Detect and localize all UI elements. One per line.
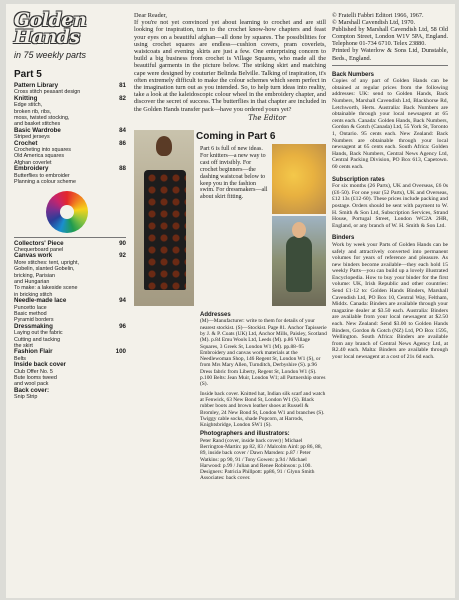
toc-page: 86 — [119, 139, 126, 147]
toc-line: bricking, Parisian — [14, 272, 56, 279]
editorial-column — [134, 12, 327, 482]
toc-line: Club Offer No. 5 — [14, 368, 53, 375]
toc-entry[interactable] — [14, 388, 126, 401]
back-numbers-text: Copies of any part of Golden Hands can be obtained at regular prices from the following addresses: UK: send to Golden Hands, Back Numbers, Marshall Cavendish Ltd, Blackhorse Rd, Letchworth, Herts. Australia: Back Numbers are obtainable through your local newsagent at 65 cents each. Canada: Golden Hands, Back Numbers, Gordon & Gotch (Canada) Ltd, 55 York St, Toronto 1, Ontario. 95 cents each. New Zealand: Back Numbers are obtainable through your local newsagent at 65 cents each. South Africa: Golden Hands, Back Numbers, Central News Agency Ltd, Central Packing Division, PO Box 613, Capetown. 60 cents each. — [332, 78, 448, 170]
toc-page: 96 — [119, 322, 126, 330]
copyright-line: © Marshall Cavendish Ltd, 1970. — [332, 19, 416, 27]
toc-line: moss, twisted stocking, — [14, 115, 70, 122]
toc-line: To make: a lakeside scene — [14, 285, 78, 292]
binders-text: Work by week your Parts of Golden Hands can be safely and attractively converted into permanent volumes for years of reference and pleasure. As new binders become available—they each hold 15 weekly Parts—you can build up a lovely illustrated Encyclopedia. How to buy your binder for the first volume: UK, Irish Republic and other countries: Send £1·12 to: Golden Hands Binders, Marshall Cavendish Ltd, PO Box 10, Central Way, Feltham, Middx. Canada: Binders are available through your magazine dealer at $3.50 each. Australia: Binders are available from your local newsagent at $2.50 each. New Zealand: Send $3.00 to Golden Hands Binders, Gordon & Gotch (NZ) Ltd, PO Box 1595, Wellington. South Africa: Binders are available from any branch of Central News Agency Ltd, at R2.40 each. Malta: Binders are available through your local newsagent at a cost of 21s 6d each. — [332, 241, 448, 360]
tagline: in 75 weekly parts — [14, 50, 87, 60]
crochet-skirt — [144, 170, 186, 290]
toc-line: broken rib, ribs, — [14, 108, 52, 115]
publisher-info: Published by Marshall Cavendish Ltd, 58 Old Compton Street, London W1V 5PA, England. Telephone 01-734 6710. Telex 23880. — [332, 26, 448, 48]
toc-page: 94 — [119, 297, 126, 305]
child-figure — [286, 236, 312, 292]
toc-title: Knitting — [14, 94, 38, 102]
toc-line: and wool pack — [14, 381, 49, 388]
toc-entry[interactable] — [14, 96, 126, 128]
back-numbers-title: Back Numbers — [332, 71, 375, 78]
toc-line: Crocheting into squares — [14, 147, 71, 154]
toc-entry[interactable] — [14, 362, 126, 388]
yarn-photo — [272, 144, 326, 214]
child-waistcoat-photo — [272, 216, 326, 306]
toc-page: 92 — [119, 252, 126, 260]
logo-line-1: Golden — [14, 9, 87, 31]
toc-line: Chequerboard panel — [14, 246, 64, 253]
toc-line: Puncetto lace — [14, 304, 47, 311]
child-head — [292, 222, 306, 238]
toc-line: Striped jerseys — [14, 134, 50, 141]
toc-line: the skirt — [14, 343, 33, 349]
contents-column — [14, 9, 126, 401]
toc-entry[interactable] — [14, 83, 126, 96]
logo-line-2: Hands — [14, 26, 80, 48]
toc-page: 90 — [119, 239, 126, 247]
toc-title: Dressmaking — [14, 322, 53, 330]
photographers-title: Photographers and illustrators: — [200, 431, 290, 438]
toc-line: Gobelin, slanted Gobelin, — [14, 266, 75, 273]
toc-line: Edge stitch, — [14, 102, 43, 109]
crochet-skirt-photo — [134, 130, 194, 306]
photo-area — [134, 146, 327, 482]
toc-page: 84 — [119, 126, 126, 134]
toc-entry[interactable] — [14, 324, 126, 350]
toc-title: Crochet — [14, 139, 38, 147]
model-figure — [156, 136, 172, 156]
toc-entry[interactable] — [14, 141, 126, 167]
table-of-contents — [14, 83, 126, 401]
divider — [332, 65, 448, 66]
toc-title: Canvas work — [14, 252, 53, 260]
toc-page: 88 — [119, 165, 126, 173]
divider — [14, 237, 126, 238]
editor-signature: The Editor — [248, 113, 286, 122]
addresses-extra: Inside back cover. Knitted hat, Indian silk scarf and watch at Fenwick, 63 New Bond St, London W1 (S). Black rubber boots and brown leather shoes at Russell & Bromley, 24 New Bond St, London W1 and branches (S). Twiggy cable socks, shade Popcorn, at Harrods, Knightsbridge, London SW1 (S). — [200, 390, 326, 429]
letter-greeting: Dear Reader, — [134, 12, 167, 19]
toc-page: 100 — [115, 348, 126, 356]
toc-title: Back cover: — [14, 386, 50, 394]
toc-title: Collectors' Piece — [14, 239, 64, 247]
coming-next-text: Part 6 is full of new ideas. For knitters—a new way to cast off invisibly. For crochet beginners—the dashing waistcoat below to keep you in the fashion swim. For dressmakers—all about skirt fitting. — [200, 146, 268, 201]
letter-body: If you're not yet convinced yet about learning to crochet and are still looking for inspiration, turn to the crochet know-how chapters and feast your eyes on a beautiful afghan—all done by squares. The possibilities for using crochet squares are endless—cushion covers, pram coverlets, waistcoats and evening skirts are just a few. One enterprising concern to build a big business from crochet is Village Squares, who made all the beautiful garments in the picture below. The striking skirt and matching cape were designed by couturier Belinda Belville. Talking of inspiration, it's often extremely difficult to make the colour schemes which seem perfect in the imagination turn out as you intended. So, to help turn ideas into reality, take a look at the kaleidoscopic colour wheel in the embroidery chapter, and discover the secret of success. The butterflies in that chapter are included in the Golden Hands transfer pack—have you ordered yours yet? — [134, 19, 326, 113]
toc-title: Inside back cover — [14, 361, 66, 369]
toc-line: Cutting and tacking — [14, 336, 61, 343]
toc-entry[interactable] — [14, 298, 126, 324]
toc-line: Pyramid borders — [14, 317, 54, 324]
imprint-block — [332, 12, 448, 62]
toc-line: Cross stitch peasant design — [14, 89, 81, 96]
binders-title: Binders — [332, 235, 355, 242]
subscription-title: Subscription rates — [332, 176, 385, 183]
toc-page: 81 — [119, 82, 126, 89]
toc-entry[interactable] — [14, 253, 126, 298]
part-number: Part 5 — [14, 69, 42, 80]
golden-hands-logo — [14, 9, 126, 48]
toc-title: Embroidery — [14, 165, 49, 173]
publisher-column — [332, 12, 448, 361]
toc-line: Laying out the fabric — [14, 330, 63, 337]
subscription-text: For six months (26 Parts), UK and Overseas, £6 0s (£6·50). For one year (52 Parts), UK and Overseas, £12 13s (£12·60). These prices include packing and postage. Orders should be sent with payment to W. H. Smith & Son Ltd, Subscription Services, Strand House, Portugal Street, London WC2A 2HR, England, or any branch of W. H. Smith & Son Ltd. — [332, 183, 448, 229]
toc-line: Basic method — [14, 310, 47, 317]
toc-line: in bricking stitch — [14, 291, 53, 298]
toc-title: Pattern Library — [14, 82, 59, 89]
toc-line: Planning a colour scheme — [14, 179, 77, 186]
copyright-line: © Fratelli Fabbri Editori 1966, 1967. — [332, 12, 424, 19]
addresses-text: (M)—Manufacturer: write to them for details of your nearest stockist. (S)—Stockist. Page 81. Anchor Tapisserie by J. & P. Coats (UK) Ltd, Anchor Mills, Paisley, Scotland (M). p.84 Emu Wools Ltd, Leeds (M). p.86 Village Squares, 3 Greek St, London W1 (M). pp.88–95 Embroidery and canvas work materials at the Needlewoman Shop, 146 Regent St, London W1 (S), or from Mrs Mary Allen, Turnditch, Derbyshire (S). p.96 Dress fabric from Liberty, Regent St, London W1 (S). p.100 Belts: Jean Muir, London W1; all Partnership stores (S). — [200, 318, 327, 388]
toc-line: and Hungarian — [14, 278, 50, 285]
toc-line: Butterflies to embroider — [14, 172, 70, 179]
magazine-page — [6, 4, 455, 598]
toc-title: Basic Wardrobe — [14, 126, 61, 134]
toc-line: Belts — [14, 355, 26, 362]
addresses-block — [200, 312, 328, 482]
toc-line: and basket stitches — [14, 121, 61, 128]
printer-info: Printed by Waterlow & Sons Ltd, Dunstable, Beds., England. — [332, 47, 448, 62]
toc-title: Needle-made lace — [14, 297, 67, 305]
editor-letter — [134, 12, 326, 122]
photographers-text: Peter Rand (cover, inside back cover) | Michael Berrington-Martin: pp 82, 83 / Malcolm Aird: pp 86, 88, 89, inside back cover / Dawn Marsden: p.87 / Peter Watkins: pp 90, 91 / Tony Gowen: p.94 / Michael Harwood: p.99 / Julian and Renee Robinson: p.100. Designers: Patricia Phillpott: pp86, 91 / Glynn Smith Associates: back cover. — [200, 437, 322, 482]
toc-entry[interactable] — [14, 166, 126, 185]
coming-next-title: Coming in Part 6 — [196, 131, 276, 143]
toc-line: Old America squares — [14, 153, 65, 160]
addresses-title: Addresses — [200, 312, 231, 319]
toc-line: Bute looms tweed — [14, 375, 57, 382]
toc-entry[interactable] — [14, 128, 126, 141]
toc-line: Afghan coverlet — [14, 159, 52, 166]
toc-line: More stitches: tent, upright, — [14, 259, 80, 266]
toc-page: 82 — [119, 94, 126, 102]
toc-line: Snip Strip — [14, 394, 38, 401]
colour-wheel-image — [46, 191, 88, 233]
toc-title: Fashion Flair — [14, 348, 53, 356]
